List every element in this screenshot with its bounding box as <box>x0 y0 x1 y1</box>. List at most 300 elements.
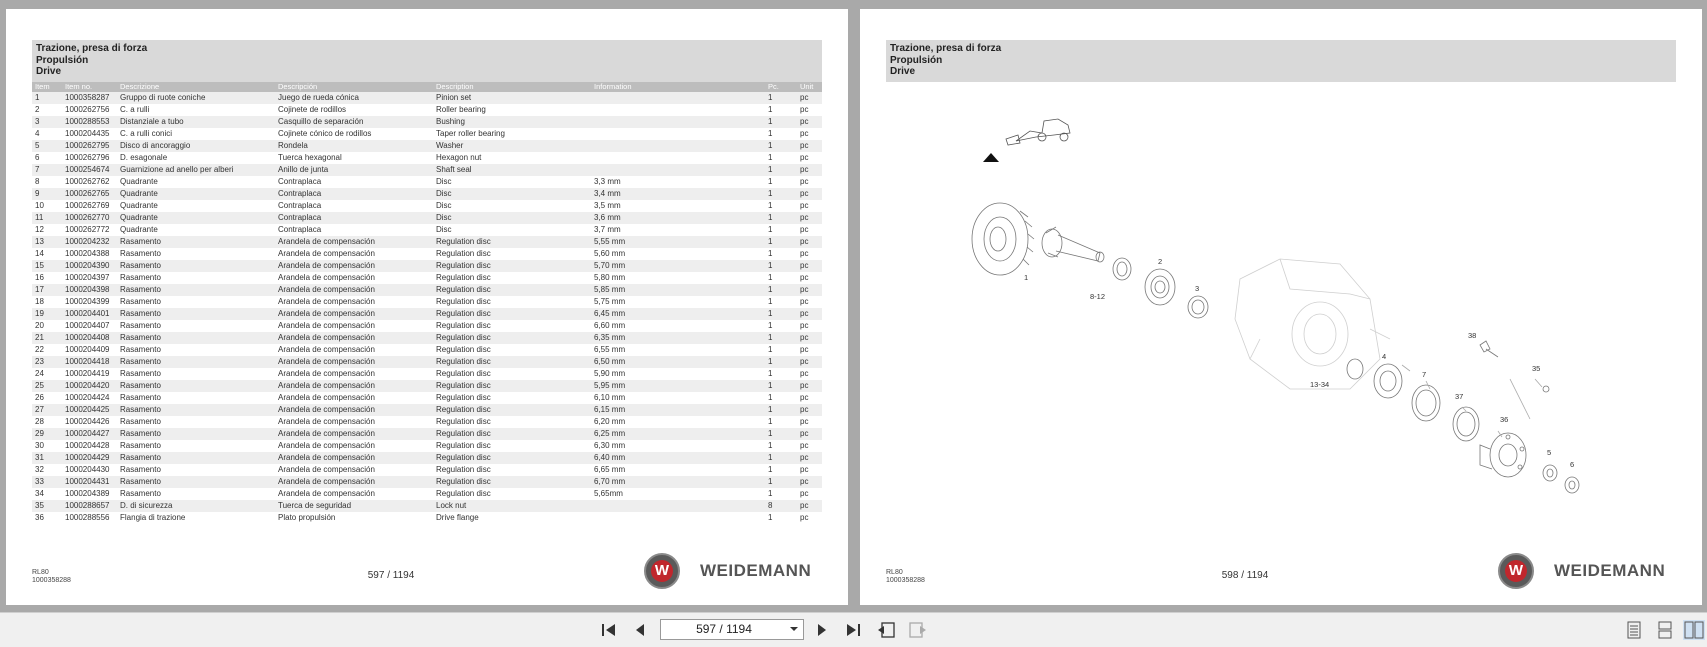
table-cell <box>591 128 765 140</box>
table-cell: 6,55 mm <box>591 344 765 356</box>
table-cell: 1 <box>765 464 797 476</box>
table-cell: 3 <box>32 116 62 128</box>
table-cell: 5,90 mm <box>591 368 765 380</box>
forward-view-icon[interactable] <box>907 620 929 640</box>
column-header: Information <box>591 82 765 92</box>
table-row <box>32 104 822 116</box>
table-cell: Rasamento <box>117 356 275 368</box>
table-cell: Rasamento <box>117 392 275 404</box>
callout-label: 5 <box>1547 448 1552 457</box>
table-cell: 1 <box>765 248 797 260</box>
right-page <box>860 9 1702 605</box>
back-view-icon[interactable] <box>875 620 897 640</box>
table-row <box>32 332 822 344</box>
weidemann-logo <box>1498 553 1683 589</box>
table-cell: Contraplaca <box>275 224 433 236</box>
table-cell: 1000204418 <box>62 356 117 368</box>
table-cell: 1000262795 <box>62 140 117 152</box>
table-cell: 12 <box>32 224 62 236</box>
roller-bearing-part <box>1145 269 1175 305</box>
table-cell: Pinion set <box>433 92 591 104</box>
footer-page-number: 597 / 1194 <box>367 570 415 581</box>
table-cell: 1000204399 <box>62 296 117 308</box>
table-cell: Regulation disc <box>433 284 591 296</box>
table-cell: 1 <box>765 428 797 440</box>
table-cell: 1000262769 <box>62 200 117 212</box>
table-cell: 6,15 mm <box>591 404 765 416</box>
lock-nut-part <box>1543 386 1549 392</box>
table-cell: Regulation disc <box>433 488 591 500</box>
table-cell: 5,65mm <box>591 488 765 500</box>
table-cell: Rasamento <box>117 452 275 464</box>
table-cell: pc <box>797 248 822 260</box>
table-cell: 1 <box>765 356 797 368</box>
table-cell: Rasamento <box>117 488 275 500</box>
table-cell: Arandela de compensación <box>275 440 433 452</box>
table-cell: 1000204431 <box>62 476 117 488</box>
weidemann-logo <box>644 553 829 589</box>
table-cell <box>591 500 765 512</box>
table-cell: 1 <box>765 476 797 488</box>
table-cell: 1000204425 <box>62 404 117 416</box>
table-cell: 1 <box>765 212 797 224</box>
table-cell: Disc <box>433 176 591 188</box>
table-cell: Anillo de junta <box>275 164 433 176</box>
table-cell: Arandela de compensación <box>275 392 433 404</box>
table-row <box>32 476 822 488</box>
table-cell: 6,50 mm <box>591 356 765 368</box>
table-cell: pc <box>797 284 822 296</box>
table-row <box>32 320 822 332</box>
table-cell: C. a rulli conici <box>117 128 275 140</box>
table-cell: 1000204430 <box>62 464 117 476</box>
table-cell: Regulation disc <box>433 428 591 440</box>
table-cell: pc <box>797 272 822 284</box>
table-cell <box>591 164 765 176</box>
table-cell: pc <box>797 152 822 164</box>
table-cell: 1000204419 <box>62 368 117 380</box>
table-cell: Quadrante <box>117 224 275 236</box>
table-row <box>32 176 822 188</box>
section-header <box>886 40 1676 82</box>
table-cell: 29 <box>32 428 62 440</box>
table-cell: 17 <box>32 284 62 296</box>
table-cell: pc <box>797 512 822 524</box>
table-cell: 1000262756 <box>62 104 117 116</box>
table-cell: Arandela de compensación <box>275 428 433 440</box>
table-cell: Regulation disc <box>433 296 591 308</box>
table-cell: 6,45 mm <box>591 308 765 320</box>
table-cell: 8 <box>32 176 62 188</box>
callout-label: 6 <box>1570 460 1575 469</box>
table-cell: pc <box>797 176 822 188</box>
table-cell: D. esagonale <box>117 152 275 164</box>
table-cell: 1 <box>765 200 797 212</box>
table-cell: Rasamento <box>117 464 275 476</box>
table-cell: Disc <box>433 212 591 224</box>
table-cell: pc <box>797 296 822 308</box>
table-cell: 1 <box>765 176 797 188</box>
table-cell: Regulation disc <box>433 476 591 488</box>
table-cell: 1000204429 <box>62 452 117 464</box>
table-cell: pc <box>797 92 822 104</box>
logo-wordmark: WEIDEMANN <box>1554 561 1666 580</box>
continuous-page-icon[interactable] <box>1654 620 1676 640</box>
table-cell: 6,20 mm <box>591 416 765 428</box>
table-cell: Rasamento <box>117 296 275 308</box>
table-cell: 1 <box>765 128 797 140</box>
table-cell: pc <box>797 488 822 500</box>
table-cell: 19 <box>32 308 62 320</box>
table-cell: Regulation disc <box>433 356 591 368</box>
table-cell: 1 <box>765 380 797 392</box>
table-cell: 1000262772 <box>62 224 117 236</box>
table-row <box>32 164 822 176</box>
table-cell: pc <box>797 164 822 176</box>
callout-label: 4 <box>1382 352 1387 361</box>
table-row <box>32 236 822 248</box>
table-cell: 1000288553 <box>62 116 117 128</box>
table-cell: pc <box>797 356 822 368</box>
table-cell: 31 <box>32 452 62 464</box>
column-header: Description <box>433 82 591 92</box>
table-cell: Regulation disc <box>433 416 591 428</box>
table-cell: Rasamento <box>117 320 275 332</box>
table-cell: Tuerca de seguridad <box>275 500 433 512</box>
table-cell: 3,4 mm <box>591 188 765 200</box>
table-cell: 6,10 mm <box>591 392 765 404</box>
viewer-toolbar <box>0 612 1707 647</box>
table-cell: 1 <box>765 272 797 284</box>
table-cell: Arandela de compensación <box>275 236 433 248</box>
table-cell: 6,65 mm <box>591 464 765 476</box>
table-cell: 18 <box>32 296 62 308</box>
table-cell: Quadrante <box>117 188 275 200</box>
bolt-part <box>1480 341 1498 357</box>
table-cell: Quadrante <box>117 176 275 188</box>
table-cell: 1 <box>765 188 797 200</box>
table-cell: Arandela de compensación <box>275 308 433 320</box>
table-row <box>32 128 822 140</box>
header-title-en: Drive <box>36 66 62 77</box>
table-cell: 8 <box>765 500 797 512</box>
table-cell: pc <box>797 392 822 404</box>
table-cell: 1000262765 <box>62 188 117 200</box>
column-header: Item <box>32 82 62 92</box>
table-cell: Regulation disc <box>433 368 591 380</box>
table-cell: pc <box>797 368 822 380</box>
table-cell: Disc <box>433 188 591 200</box>
table-cell: pc <box>797 380 822 392</box>
next-page-icon[interactable] <box>811 620 833 640</box>
table-cell: 1000262796 <box>62 152 117 164</box>
table-cell: 11 <box>32 212 62 224</box>
facing-pages-icon[interactable] <box>1683 620 1705 640</box>
table-cell: Arandela de compensación <box>275 476 433 488</box>
footer-part-number: 1000358288 <box>32 577 71 584</box>
table-cell: 5,75 mm <box>591 296 765 308</box>
table-cell: Regulation disc <box>433 404 591 416</box>
table-cell: pc <box>797 500 822 512</box>
table-row <box>32 416 822 428</box>
table-cell: Regulation disc <box>433 380 591 392</box>
table-cell: 15 <box>32 260 62 272</box>
table-cell: 3,6 mm <box>591 212 765 224</box>
table-row <box>32 368 822 380</box>
table-cell: 33 <box>32 476 62 488</box>
table-cell: Arandela de compensación <box>275 452 433 464</box>
table-cell: Disc <box>433 224 591 236</box>
table-cell: 4 <box>32 128 62 140</box>
table-cell: 1000204426 <box>62 416 117 428</box>
table-cell: 1000204389 <box>62 488 117 500</box>
table-cell: 1 <box>765 284 797 296</box>
table-row <box>32 500 822 512</box>
table-cell: 1000254674 <box>62 164 117 176</box>
table-cell: 1 <box>765 260 797 272</box>
table-cell: Arandela de compensación <box>275 272 433 284</box>
table-row <box>32 284 822 296</box>
table-cell: 24 <box>32 368 62 380</box>
table-cell: 16 <box>32 272 62 284</box>
table-row <box>32 344 822 356</box>
footer-model <box>32 569 71 585</box>
bushing-part <box>1188 296 1208 318</box>
table-cell: Tuerca hexagonal <box>275 152 433 164</box>
table-cell: Arandela de compensación <box>275 320 433 332</box>
logo-emblem <box>1498 553 1534 589</box>
table-cell: 20 <box>32 320 62 332</box>
table-cell: pc <box>797 104 822 116</box>
callout-label: 1 <box>1024 273 1029 282</box>
table-cell: 1 <box>765 296 797 308</box>
table-cell: Distanziale a tubo <box>117 116 275 128</box>
table-cell: 5,80 mm <box>591 272 765 284</box>
table-cell: 28 <box>32 416 62 428</box>
table-cell: Rasamento <box>117 416 275 428</box>
table-cell: pc <box>797 320 822 332</box>
page-dropdown-icon[interactable] <box>788 623 800 635</box>
table-cell: pc <box>797 128 822 140</box>
table-cell: 6,70 mm <box>591 476 765 488</box>
table-cell: Cojinete de rodillos <box>275 104 433 116</box>
table-cell: Regulation disc <box>433 236 591 248</box>
table-row <box>32 464 822 476</box>
table-cell <box>591 140 765 152</box>
first-page-icon[interactable] <box>598 620 620 640</box>
table-cell: Rasamento <box>117 428 275 440</box>
table-cell: Drive flange <box>433 512 591 524</box>
left-page <box>6 9 848 605</box>
table-cell: Juego de rueda cónica <box>275 92 433 104</box>
table-cell: Arandela de compensación <box>275 488 433 500</box>
table-cell: C. a rulli <box>117 104 275 116</box>
washer-part <box>1543 465 1557 481</box>
table-row <box>32 200 822 212</box>
header-title-es: Propulsión <box>36 54 89 66</box>
axle-housing-part <box>1235 259 1390 389</box>
drive-flange-part <box>1480 433 1526 477</box>
table-cell: 13 <box>32 236 62 248</box>
table-cell: 1 <box>765 452 797 464</box>
table-cell: Rasamento <box>117 236 275 248</box>
table-cell: Arandela de compensación <box>275 404 433 416</box>
column-header: Descrizione <box>117 82 275 92</box>
callout-label: 3 <box>1195 284 1200 293</box>
table-cell: 5,55 mm <box>591 236 765 248</box>
table-cell: Contraplaca <box>275 212 433 224</box>
table-cell: 34 <box>32 488 62 500</box>
header-title-es: Propulsión <box>890 54 943 66</box>
table-cell: pc <box>797 344 822 356</box>
disc-part <box>1113 258 1131 280</box>
table-cell: Casquillo de separación <box>275 116 433 128</box>
loader-locator-icon <box>1006 119 1070 145</box>
prev-page-icon[interactable] <box>629 620 651 640</box>
table-cell: Regulation disc <box>433 452 591 464</box>
table-cell: 1 <box>765 236 797 248</box>
table-cell: D. di sicurezza <box>117 500 275 512</box>
callout-label: 35 <box>1532 364 1541 373</box>
table-cell: 1 <box>765 92 797 104</box>
footer-model-name: RL80 <box>886 569 903 576</box>
table-cell <box>591 116 765 128</box>
table-row <box>32 428 822 440</box>
table-cell: Regulation disc <box>433 464 591 476</box>
column-header: Descripción <box>275 82 433 92</box>
table-cell: 2 <box>32 104 62 116</box>
table-cell: 6,25 mm <box>591 428 765 440</box>
table-cell: 1000262762 <box>62 176 117 188</box>
table-cell: 1 <box>765 140 797 152</box>
table-cell: 10 <box>32 200 62 212</box>
table-row <box>32 92 822 104</box>
single-page-icon[interactable] <box>1623 620 1645 640</box>
table-cell: Rasamento <box>117 272 275 284</box>
table-row <box>32 356 822 368</box>
table-cell: Lock nut <box>433 500 591 512</box>
table-cell: pc <box>797 212 822 224</box>
table-cell: Regulation disc <box>433 272 591 284</box>
pinion-shaft-part <box>1042 227 1104 262</box>
page-number-field[interactable]: 597 / 1194 <box>660 619 804 640</box>
callout-label: 38 <box>1468 331 1477 340</box>
logo-letter: W <box>651 560 673 582</box>
table-row <box>32 116 822 128</box>
table-cell: Guarnizione ad anello per alberi <box>117 164 275 176</box>
table-cell: pc <box>797 452 822 464</box>
table-cell: Regulation disc <box>433 440 591 452</box>
table-cell: Regulation disc <box>433 344 591 356</box>
table-cell: 1 <box>765 440 797 452</box>
table-cell: Taper roller bearing <box>433 128 591 140</box>
table-cell: pc <box>797 188 822 200</box>
table-cell: 6,30 mm <box>591 440 765 452</box>
table-cell: 26 <box>32 392 62 404</box>
table-cell: Rasamento <box>117 260 275 272</box>
table-row <box>32 248 822 260</box>
table-row <box>32 260 822 272</box>
table-cell: 3,3 mm <box>591 176 765 188</box>
table-row <box>32 488 822 500</box>
table-cell: Rasamento <box>117 380 275 392</box>
table-cell: Regulation disc <box>433 260 591 272</box>
table-cell <box>591 104 765 116</box>
table-cell: 1000204397 <box>62 272 117 284</box>
table-cell: 5,60 mm <box>591 248 765 260</box>
table-cell: 1000358287 <box>62 92 117 104</box>
table-cell: 1 <box>765 152 797 164</box>
table-cell: 3,7 mm <box>591 224 765 236</box>
table-cell: 1000204435 <box>62 128 117 140</box>
table-cell: Arandela de compensación <box>275 380 433 392</box>
last-page-icon[interactable] <box>842 620 864 640</box>
table-cell: 1000204232 <box>62 236 117 248</box>
table-cell: 1 <box>765 308 797 320</box>
table-row <box>32 452 822 464</box>
ring-gear-part <box>972 203 1034 275</box>
table-cell: 1 <box>765 332 797 344</box>
exploded-view-diagram <box>950 89 1650 509</box>
table-cell: 23 <box>32 356 62 368</box>
table-cell: 21 <box>32 332 62 344</box>
table-row <box>32 188 822 200</box>
table-row <box>32 224 822 236</box>
table-cell: Cojinete cónico de rodillos <box>275 128 433 140</box>
table-row <box>32 296 822 308</box>
footer-model-name: RL80 <box>32 569 49 576</box>
hex-nut-part <box>1565 477 1579 493</box>
table-cell: pc <box>797 404 822 416</box>
locator-arrow-icon <box>983 153 999 162</box>
table-cell: 1 <box>765 368 797 380</box>
logo-wordmark: WEIDEMANN <box>700 561 812 580</box>
callout-label: 36 <box>1500 415 1509 424</box>
column-header: Unit <box>797 82 822 92</box>
table-cell: Arandela de compensación <box>275 464 433 476</box>
table-cell: 1 <box>765 116 797 128</box>
table-cell: Contraplaca <box>275 176 433 188</box>
table-cell: 1 <box>765 512 797 524</box>
table-cell <box>591 92 765 104</box>
table-cell: Plato propulsión <box>275 512 433 524</box>
table-cell: Bushing <box>433 116 591 128</box>
regulation-disc-part <box>1347 359 1363 379</box>
table-row <box>32 272 822 284</box>
table-cell: 1000204409 <box>62 344 117 356</box>
table-cell: pc <box>797 308 822 320</box>
table-cell: pc <box>797 464 822 476</box>
table-cell: 6,60 mm <box>591 320 765 332</box>
table-cell: 1000204428 <box>62 440 117 452</box>
table-cell: Quadrante <box>117 212 275 224</box>
table-cell: 27 <box>32 404 62 416</box>
table-cell: 1 <box>765 392 797 404</box>
table-cell: 1 <box>765 320 797 332</box>
table-cell: 1000204424 <box>62 392 117 404</box>
footer-model <box>886 569 925 585</box>
table-row <box>32 152 822 164</box>
table-cell: Arandela de compensación <box>275 296 433 308</box>
logo-emblem <box>644 553 680 589</box>
table-cell: Roller bearing <box>433 104 591 116</box>
table-cell: 14 <box>32 248 62 260</box>
table-cell: pc <box>797 440 822 452</box>
table-cell: Rasamento <box>117 308 275 320</box>
table-cell: Arandela de compensación <box>275 284 433 296</box>
table-cell: 3,5 mm <box>591 200 765 212</box>
table-cell: 1000204408 <box>62 332 117 344</box>
